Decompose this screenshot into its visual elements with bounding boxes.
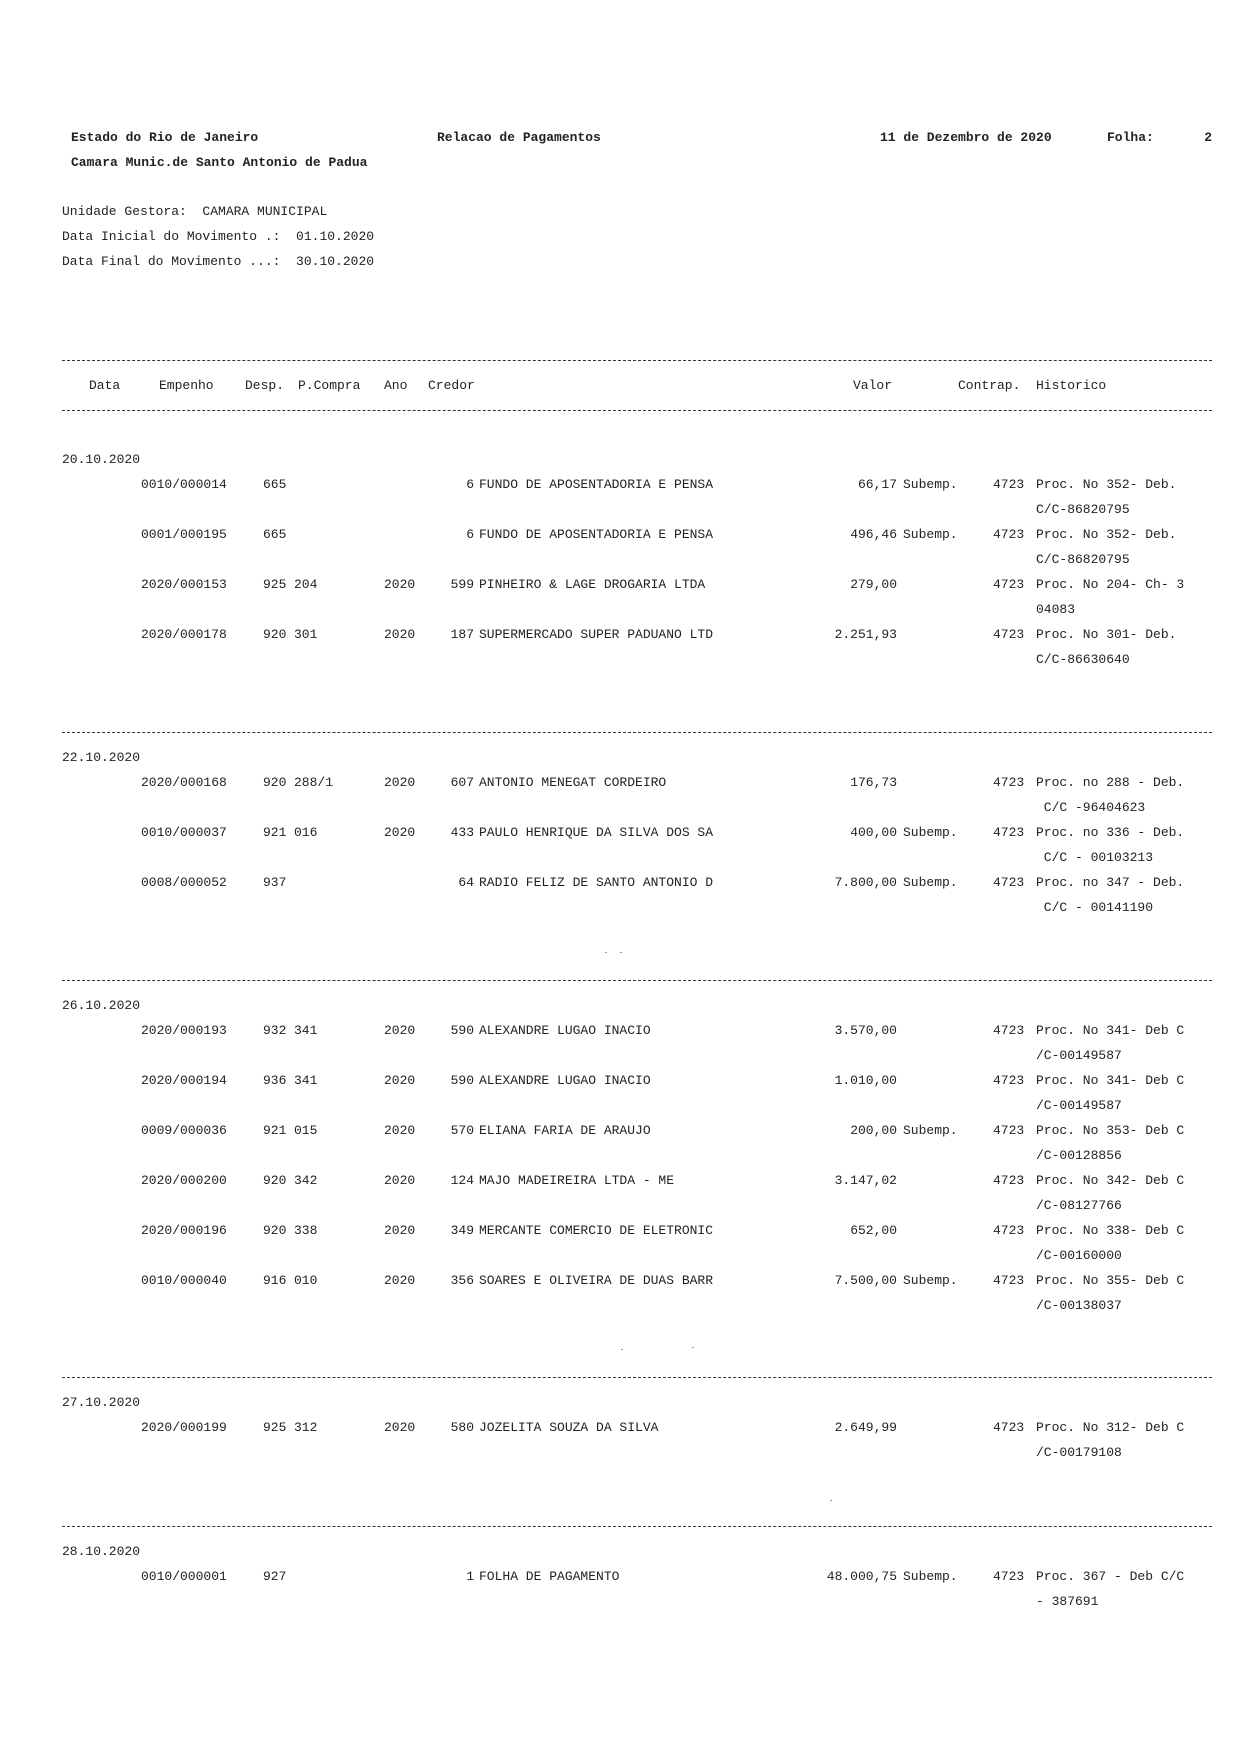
row-contrap: 4723 bbox=[993, 875, 1025, 890]
scan-speck bbox=[621, 1349, 623, 1350]
entity-label: Camara Munic.de Santo Antonio de Padua bbox=[71, 155, 368, 170]
row-pcompra: 342 bbox=[294, 1173, 318, 1188]
row-cod: 356 bbox=[450, 1273, 474, 1288]
row-empenho: 0001/000195 bbox=[141, 527, 227, 542]
row-pcompra: 010 bbox=[294, 1273, 318, 1288]
row-ano: 2020 bbox=[384, 577, 416, 592]
row-empenho: 0010/000014 bbox=[141, 477, 227, 492]
row-subemp: Subemp. bbox=[903, 825, 958, 840]
row-historico-cont: /C-08127766 bbox=[1036, 1198, 1122, 1213]
row-credor: JOZELITA SOUZA DA SILVA bbox=[479, 1420, 659, 1435]
row-historico: Proc. No 341- Deb C bbox=[1036, 1073, 1185, 1088]
row-contrap: 4723 bbox=[993, 1223, 1025, 1238]
divider bbox=[62, 1377, 1212, 1378]
row-historico-cont: 04083 bbox=[1036, 602, 1076, 617]
row-ano: 2020 bbox=[384, 1273, 416, 1288]
row-valor: 279,00 bbox=[850, 577, 897, 592]
folha-label: Folha: bbox=[1107, 130, 1154, 145]
row-empenho: 0010/000037 bbox=[141, 825, 227, 840]
row-credor: FUNDO DE APOSENTADORIA E PENSA bbox=[479, 477, 714, 492]
row-ano: 2020 bbox=[384, 825, 416, 840]
divider bbox=[62, 732, 1212, 733]
row-cod: 570 bbox=[450, 1123, 474, 1138]
row-contrap: 4723 bbox=[993, 627, 1025, 642]
row-valor: 7.500,00 bbox=[834, 1273, 897, 1288]
row-contrap: 4723 bbox=[993, 775, 1025, 790]
divider bbox=[62, 1526, 1212, 1527]
row-desp: 920 bbox=[263, 627, 287, 642]
row-empenho: 0010/000001 bbox=[141, 1569, 227, 1584]
row-valor: 1.010,00 bbox=[834, 1073, 897, 1088]
row-contrap: 4723 bbox=[993, 1173, 1025, 1188]
col-credor: Credor bbox=[428, 378, 475, 393]
row-pcompra: 338 bbox=[294, 1223, 318, 1238]
col-empenho: Empenho bbox=[159, 378, 214, 393]
row-ano: 2020 bbox=[384, 775, 416, 790]
row-ano: 2020 bbox=[384, 1123, 416, 1138]
data-inicial: Data Inicial do Movimento .: 01.10.2020 bbox=[62, 229, 375, 244]
row-desp: 920 bbox=[263, 775, 287, 790]
row-valor: 200,00 bbox=[850, 1123, 897, 1138]
row-pcompra: 204 bbox=[294, 577, 318, 592]
row-valor: 7.800,00 bbox=[834, 875, 897, 890]
row-historico-cont: C/C-86820795 bbox=[1036, 502, 1130, 517]
row-ano: 2020 bbox=[384, 1073, 416, 1088]
row-historico: Proc. no 336 - Deb. bbox=[1036, 825, 1185, 840]
row-cod: 607 bbox=[450, 775, 474, 790]
row-ano: 2020 bbox=[384, 1420, 416, 1435]
row-credor: ANTONIO MENEGAT CORDEIRO bbox=[479, 775, 667, 790]
row-desp: 927 bbox=[263, 1569, 287, 1584]
row-historico-cont: C/C -96404623 bbox=[1036, 800, 1146, 815]
row-valor: 652,00 bbox=[850, 1223, 897, 1238]
row-desp: 665 bbox=[263, 477, 287, 492]
row-empenho: 2020/000178 bbox=[141, 627, 227, 642]
row-ano: 2020 bbox=[384, 1173, 416, 1188]
row-subemp: Subemp. bbox=[903, 1273, 958, 1288]
row-valor: 48.000,75 bbox=[826, 1569, 897, 1584]
col-ano: Ano bbox=[384, 378, 408, 393]
row-empenho: 2020/000199 bbox=[141, 1420, 227, 1435]
scan-speck bbox=[620, 952, 622, 953]
row-subemp: Subemp. bbox=[903, 1123, 958, 1138]
row-historico: Proc. No 338- Deb C bbox=[1036, 1223, 1185, 1238]
row-empenho: 2020/000193 bbox=[141, 1023, 227, 1038]
row-empenho: 2020/000194 bbox=[141, 1073, 227, 1088]
row-desp: 937 bbox=[263, 875, 287, 890]
row-credor: ALEXANDRE LUGAO INACIO bbox=[479, 1023, 651, 1038]
row-contrap: 4723 bbox=[993, 1123, 1025, 1138]
row-pcompra: 301 bbox=[294, 627, 318, 642]
col-valor: Valor bbox=[853, 378, 893, 393]
data-final: Data Final do Movimento ...: 30.10.2020 bbox=[62, 254, 375, 269]
row-ano: 2020 bbox=[384, 1223, 416, 1238]
row-pcompra: 016 bbox=[294, 825, 318, 840]
row-empenho: 2020/000200 bbox=[141, 1173, 227, 1188]
row-cod: 349 bbox=[450, 1223, 474, 1238]
row-empenho: 2020/000153 bbox=[141, 577, 227, 592]
row-historico-cont: C/C-86630640 bbox=[1036, 652, 1130, 667]
row-desp: 932 bbox=[263, 1023, 287, 1038]
row-credor: FOLHA DE PAGAMENTO bbox=[479, 1569, 620, 1584]
row-valor: 400,00 bbox=[850, 825, 897, 840]
row-desp: 920 bbox=[263, 1223, 287, 1238]
row-pcompra: 341 bbox=[294, 1073, 318, 1088]
row-contrap: 4723 bbox=[993, 1420, 1025, 1435]
row-contrap: 4723 bbox=[993, 477, 1025, 492]
row-pcompra: 015 bbox=[294, 1123, 318, 1138]
row-historico-cont: /C-00160000 bbox=[1036, 1248, 1122, 1263]
row-contrap: 4723 bbox=[993, 527, 1025, 542]
row-credor: SOARES E OLIVEIRA DE DUAS BARR bbox=[479, 1273, 714, 1288]
row-historico: Proc. No 312- Deb C bbox=[1036, 1420, 1185, 1435]
row-credor: ALEXANDRE LUGAO INACIO bbox=[479, 1073, 651, 1088]
report-title: Relacao de Pagamentos bbox=[437, 130, 601, 145]
row-desp: 925 bbox=[263, 577, 287, 592]
row-empenho: 2020/000196 bbox=[141, 1223, 227, 1238]
row-credor: PINHEIRO & LAGE DROGARIA LTDA bbox=[479, 577, 706, 592]
row-credor: PAULO HENRIQUE DA SILVA DOS SA bbox=[479, 825, 714, 840]
row-valor: 176,73 bbox=[850, 775, 897, 790]
col-desp: Desp. bbox=[245, 378, 285, 393]
row-subemp: Subemp. bbox=[903, 527, 958, 542]
row-empenho: 0008/000052 bbox=[141, 875, 227, 890]
row-cod: 124 bbox=[450, 1173, 474, 1188]
row-cod: 1 bbox=[466, 1569, 474, 1584]
scan-speck bbox=[830, 1500, 832, 1501]
row-contrap: 4723 bbox=[993, 1073, 1025, 1088]
group-date: 28.10.2020 bbox=[62, 1544, 141, 1559]
row-cod: 590 bbox=[450, 1023, 474, 1038]
row-empenho: 2020/000168 bbox=[141, 775, 227, 790]
row-cod: 599 bbox=[450, 577, 474, 592]
row-desp: 925 bbox=[263, 1420, 287, 1435]
row-historico: Proc. no 288 - Deb. bbox=[1036, 775, 1185, 790]
row-credor: RADIO FELIZ DE SANTO ANTONIO D bbox=[479, 875, 714, 890]
row-ano: 2020 bbox=[384, 627, 416, 642]
row-historico-cont: /C-00138037 bbox=[1036, 1298, 1122, 1313]
row-desp: 920 bbox=[263, 1173, 287, 1188]
row-credor: MERCANTE COMERCIO DE ELETRONIC bbox=[479, 1223, 714, 1238]
row-empenho: 0010/000040 bbox=[141, 1273, 227, 1288]
group-date: 20.10.2020 bbox=[62, 452, 141, 467]
row-valor: 2.251,93 bbox=[834, 627, 897, 642]
divider bbox=[62, 360, 1212, 361]
row-valor: 3.570,00 bbox=[834, 1023, 897, 1038]
row-credor: FUNDO DE APOSENTADORIA E PENSA bbox=[479, 527, 714, 542]
row-valor: 66,17 bbox=[857, 477, 897, 492]
state-label: Estado do Rio de Janeiro bbox=[71, 130, 259, 145]
row-valor: 2.649,99 bbox=[834, 1420, 897, 1435]
row-historico-cont: C/C-86820795 bbox=[1036, 552, 1130, 567]
divider bbox=[62, 980, 1212, 981]
row-historico-cont: /C-00128856 bbox=[1036, 1148, 1122, 1163]
row-contrap: 4723 bbox=[993, 1569, 1025, 1584]
row-historico: Proc. No 301- Deb. bbox=[1036, 627, 1177, 642]
row-credor: MAJO MADEIREIRA LTDA - ME bbox=[479, 1173, 675, 1188]
row-desp: 665 bbox=[263, 527, 287, 542]
row-historico-cont: /C-00179108 bbox=[1036, 1445, 1122, 1460]
row-historico: Proc. No 352- Deb. bbox=[1036, 527, 1177, 542]
row-cod: 64 bbox=[458, 875, 474, 890]
col-historico: Historico bbox=[1036, 378, 1107, 393]
row-empenho: 0009/000036 bbox=[141, 1123, 227, 1138]
row-cod: 187 bbox=[450, 627, 474, 642]
row-historico: Proc. No 204- Ch- 3 bbox=[1036, 577, 1185, 592]
row-desp: 921 bbox=[263, 1123, 287, 1138]
scan-speck bbox=[692, 1347, 694, 1348]
folha-value: 2 bbox=[1204, 130, 1212, 145]
col-pcompra: P.Compra bbox=[298, 378, 361, 393]
row-pcompra: 312 bbox=[294, 1420, 318, 1435]
row-ano: 2020 bbox=[384, 1023, 416, 1038]
row-desp: 921 bbox=[263, 825, 287, 840]
row-cod: 6 bbox=[466, 527, 474, 542]
row-valor: 3.147,02 bbox=[834, 1173, 897, 1188]
row-contrap: 4723 bbox=[993, 577, 1025, 592]
divider bbox=[62, 410, 1212, 411]
row-subemp: Subemp. bbox=[903, 477, 958, 492]
row-historico-cont: - 387691 bbox=[1036, 1594, 1099, 1609]
row-desp: 936 bbox=[263, 1073, 287, 1088]
row-cod: 590 bbox=[450, 1073, 474, 1088]
row-desp: 916 bbox=[263, 1273, 287, 1288]
row-historico: Proc. No 352- Deb. bbox=[1036, 477, 1177, 492]
unidade-gestora: Unidade Gestora: CAMARA MUNICIPAL bbox=[62, 204, 328, 219]
row-historico: Proc. No 353- Deb C bbox=[1036, 1123, 1185, 1138]
row-historico: Proc. No 355- Deb C bbox=[1036, 1273, 1185, 1288]
row-cod: 6 bbox=[466, 477, 474, 492]
row-subemp: Subemp. bbox=[903, 875, 958, 890]
row-subemp: Subemp. bbox=[903, 1569, 958, 1584]
col-contrap: Contrap. bbox=[958, 378, 1021, 393]
row-historico: Proc. No 342- Deb C bbox=[1036, 1173, 1185, 1188]
row-historico: Proc. no 347 - Deb. bbox=[1036, 875, 1185, 890]
report-date: 11 de Dezembro de 2020 bbox=[880, 130, 1052, 145]
row-pcompra: 341 bbox=[294, 1023, 318, 1038]
row-cod: 580 bbox=[450, 1420, 474, 1435]
group-date: 26.10.2020 bbox=[62, 998, 141, 1013]
row-contrap: 4723 bbox=[993, 825, 1025, 840]
row-credor: SUPERMERCADO SUPER PADUANO LTD bbox=[479, 627, 714, 642]
scan-speck bbox=[605, 952, 607, 953]
col-data: Data bbox=[89, 378, 121, 393]
row-pcompra: 288/1 bbox=[294, 775, 334, 790]
row-credor: ELIANA FARIA DE ARAUJO bbox=[479, 1123, 651, 1138]
row-historico-cont: C/C - 00141190 bbox=[1036, 900, 1154, 915]
row-contrap: 4723 bbox=[993, 1273, 1025, 1288]
group-date: 27.10.2020 bbox=[62, 1395, 141, 1410]
row-cod: 433 bbox=[450, 825, 474, 840]
row-contrap: 4723 bbox=[993, 1023, 1025, 1038]
row-historico-cont: C/C - 00103213 bbox=[1036, 850, 1154, 865]
row-valor: 496,46 bbox=[850, 527, 897, 542]
group-date: 22.10.2020 bbox=[62, 750, 141, 765]
row-historico-cont: /C-00149587 bbox=[1036, 1048, 1122, 1063]
row-historico: Proc. No 341- Deb C bbox=[1036, 1023, 1185, 1038]
row-historico: Proc. 367 - Deb C/C bbox=[1036, 1569, 1185, 1584]
row-historico-cont: /C-00149587 bbox=[1036, 1098, 1122, 1113]
